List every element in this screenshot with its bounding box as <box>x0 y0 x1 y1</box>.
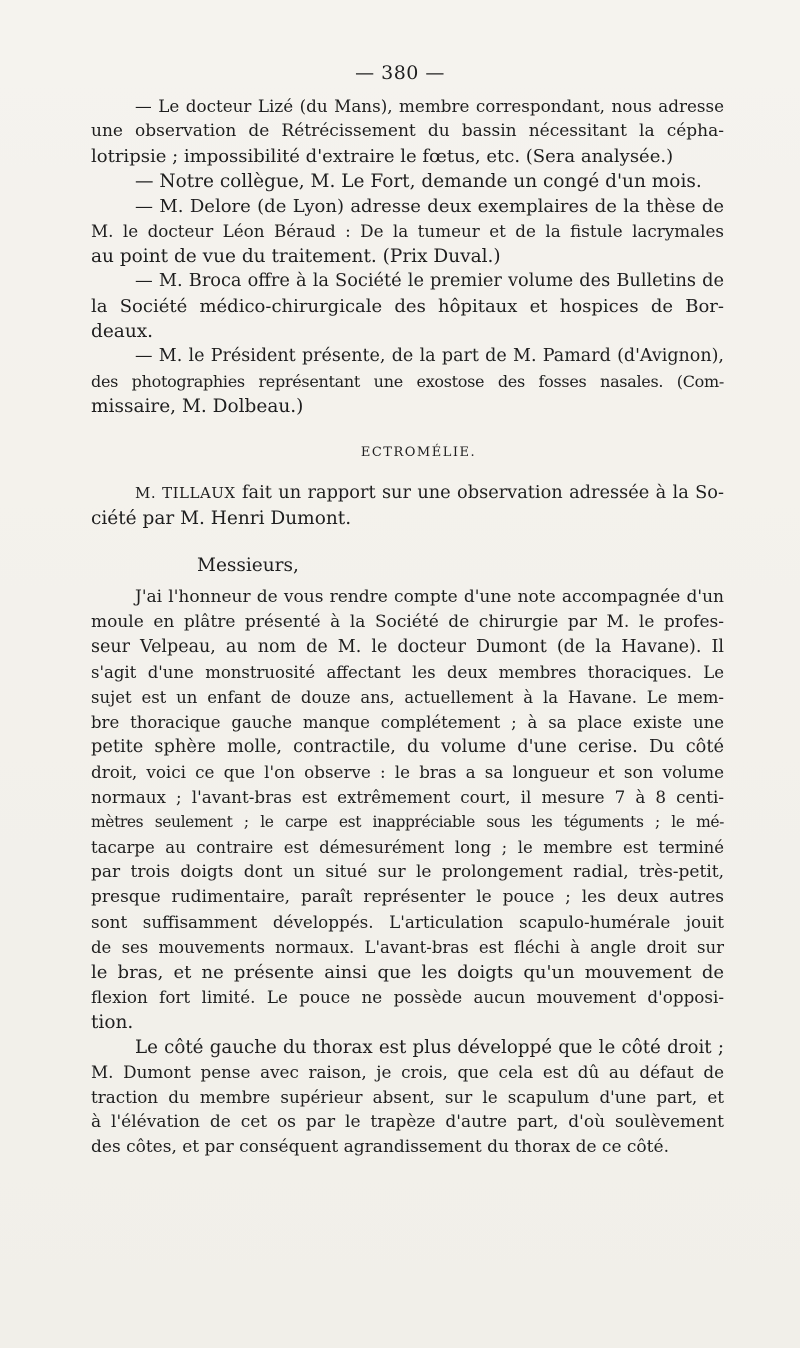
text-line: par trois doigts dont un situé sur le prolongement radial, très-petit, <box>91 862 724 882</box>
intro-text: fait un rapport sur une observation adressée à la So- <box>241 483 724 503</box>
text-line: presque rudimentaire, paraît représenter le pouce ; les deux autres <box>91 887 724 907</box>
text-line: droit, voici ce que l'on observe : le bras a sa longueur et son volume <box>91 762 724 782</box>
text-line: lotripsie ; impossibilité d'extraire le fœtus, etc. (Sera analysée.) <box>91 146 674 167</box>
text-line: s'agit d'une monstruosité affectant les deux membres thoraciques. Le <box>91 663 724 682</box>
text-line: le bras, et ne présente ainsi que les doigts qu'un mouvement de <box>91 962 724 983</box>
text-line: mètres seulement ; le carpe est inappréciable sous les téguments ; le mé- <box>91 813 724 831</box>
text-line <box>113 481 724 506</box>
report-intro <box>91 481 724 531</box>
text-line: Le côté gauche du thorax est plus développé que le côté droit ; <box>135 1037 724 1058</box>
text-line: — M. Delore (de Lyon) adresse deux exemplaires de la thèse de <box>135 196 724 217</box>
text-line: flexion fort limité. Le pouce ne possède aucun mouvement d'opposi- <box>91 987 724 1007</box>
text-line: au point de vue du traitement. (Prix Duval.) <box>91 246 501 267</box>
paragraph-delore <box>91 194 724 269</box>
text-line: bre thoracique gauche manque complétement ; à sa place existe une <box>91 713 724 732</box>
text-line: petite sphère molle, contractile, du volume d'une cerise. Du côté <box>91 737 724 757</box>
text-line: de ses mouvements normaux. L'avant-bras est fléchi à angle droit sur <box>91 938 724 957</box>
text-line: à l'élévation de cet os par le trapèze d'autre part, d'où soulèvement <box>91 1112 724 1132</box>
text-line: ciété par M. Henri Dumont. <box>91 508 352 529</box>
text-line: la Société médico-chirurgicale des hôpitaux et hospices de Bor- <box>91 296 724 317</box>
paragraph-broca <box>91 269 724 344</box>
text-line: deaux. <box>91 321 154 342</box>
text-line: tacarpe au contraire est démesurément long ; le membre est terminé <box>91 838 724 857</box>
text-line: normaux ; l'avant-bras est extrêmement court, il mesure 7 à 8 centi- <box>91 787 724 807</box>
text-line: traction du membre supérieur absent, sur le scapulum d'une part, et <box>91 1087 724 1107</box>
text-line: une observation de Rétrécissement du bassin nécessitant la cépha- <box>91 121 724 141</box>
text-line: sont suffisamment développés. L'articulation scapulo-humérale jouit <box>91 912 724 932</box>
paragraph-case-description <box>91 585 724 1035</box>
paragraph-thorax <box>91 1035 724 1160</box>
paragraph-le-fort <box>113 169 724 194</box>
page-body <box>91 94 724 1160</box>
speaker-name: M. TILLAUX <box>135 484 236 502</box>
paragraph-lize <box>91 94 724 169</box>
text-line: M. le docteur Léon Béraud : De la tumeur et de la fistule lacrymales <box>91 221 724 241</box>
text-line: J'ai l'honneur de vous rendre compte d'une note accompagnée d'un <box>135 587 724 607</box>
text-line: — M. le Président présente, de la part de M. Pamard (d'Avignon), <box>135 346 724 366</box>
text-line: sujet est un enfant de douze ans, actuellement à la Havane. Le mem- <box>91 688 724 707</box>
text-line: missaire, M. Dolbeau.) <box>91 396 304 417</box>
text-line: — Le docteur Lizé (du Mans), membre correspondant, nous adresse <box>135 96 724 116</box>
text-line: des côtes, et par conséquent agrandissement du thorax de ce côté. <box>91 1137 669 1157</box>
text-line: — M. Broca offre à la Société le premier volume des Bulletins de <box>135 271 724 291</box>
text-line: des photographies représentant une exostose des fosses nasales. (Com- <box>91 372 724 391</box>
text-line: M. Dumont pense avec raison, je crois, que cela est dû au défaut de <box>91 1062 724 1082</box>
text-line: — Notre collègue, M. Le Fort, demande un congé d'un mois. <box>135 171 702 192</box>
section-heading: ECTROMÉLIE. <box>360 445 477 460</box>
text-line: seur Velpeau, au nom de M. le docteur Dumont (de la Havane). Il <box>91 637 724 657</box>
salutation: Messieurs, <box>197 555 299 576</box>
text-line: tion. <box>91 1012 134 1033</box>
paragraph-president <box>91 344 724 419</box>
text-line: moule en plâtre présenté à la Société de chirurgie par M. le profes- <box>91 612 724 632</box>
page-number: — 380 — <box>355 62 445 84</box>
